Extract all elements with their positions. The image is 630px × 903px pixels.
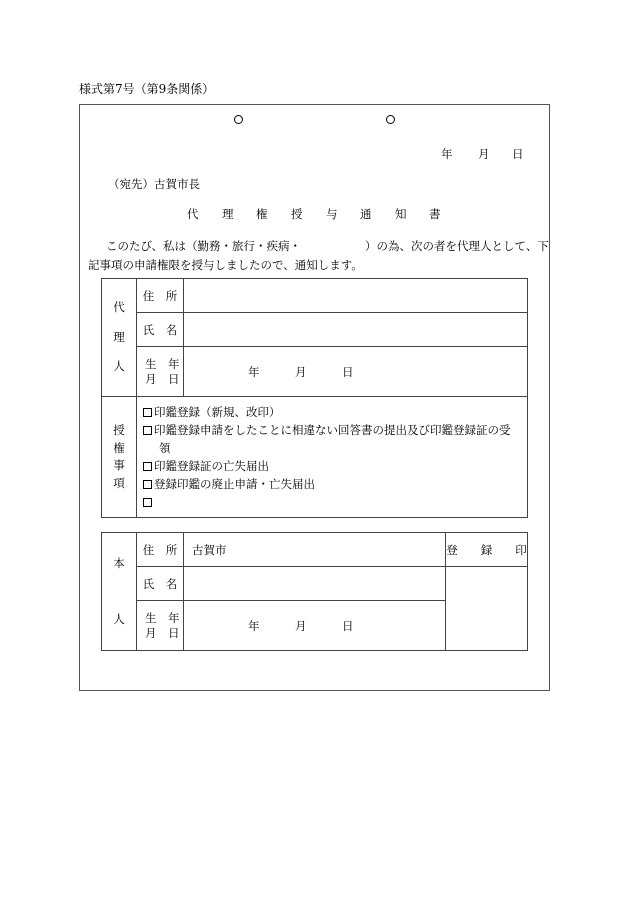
date-year-label: 年 bbox=[441, 147, 453, 161]
principal-group-label bbox=[102, 533, 137, 651]
authority-label-char: 権 bbox=[113, 440, 125, 455]
agent-name-label: 氏 名 bbox=[137, 313, 184, 347]
principal-address-label: 住 所 bbox=[137, 533, 184, 567]
agent-address-label: 住 所 bbox=[137, 279, 184, 313]
principal-birth-day: 日 bbox=[342, 619, 354, 633]
agent-birth-field[interactable] bbox=[184, 347, 528, 397]
birth-label-line: 生 年 bbox=[145, 610, 180, 625]
birth-label-line: 月 日 bbox=[145, 625, 180, 640]
agent-birth-label bbox=[137, 347, 184, 397]
punch-hole-icon bbox=[234, 115, 243, 124]
authority-item-label: 印鑑登録申請をしたことに相違ない回答書の提出及び印鑑登録証の受 bbox=[154, 423, 511, 437]
principal-birth-field[interactable] bbox=[184, 601, 446, 651]
addressee: （宛先）古賀市長 bbox=[108, 177, 200, 191]
authority-item[interactable] bbox=[143, 403, 527, 421]
agent-table bbox=[101, 278, 528, 518]
authority-item[interactable] bbox=[143, 475, 527, 493]
title-char: 書 bbox=[429, 207, 441, 221]
agent-birth-month: 月 bbox=[295, 365, 307, 379]
title-char: 知 bbox=[395, 207, 407, 221]
principal-name-label: 氏 名 bbox=[137, 567, 184, 601]
agent-group-label bbox=[102, 279, 137, 397]
authority-item[interactable] bbox=[143, 421, 527, 439]
agent-label-char: 人 bbox=[113, 359, 125, 374]
title-char: 理 bbox=[222, 207, 234, 221]
authority-label-char: 項 bbox=[113, 475, 125, 490]
checkbox[interactable] bbox=[143, 426, 152, 435]
agent-birth-year: 年 bbox=[248, 365, 260, 379]
body-line-1 bbox=[88, 237, 549, 256]
registered-seal-box[interactable] bbox=[446, 567, 528, 651]
authority-label-char: 事 bbox=[113, 458, 125, 472]
principal-birth-label bbox=[137, 601, 184, 651]
principal-label-char: 人 bbox=[113, 611, 125, 626]
principal-table bbox=[101, 532, 528, 651]
agent-name-field[interactable] bbox=[184, 313, 528, 347]
notification-body bbox=[88, 237, 549, 275]
title-char: 授 bbox=[291, 207, 303, 221]
authority-item-label: 印鑑登録証の亡失届出 bbox=[154, 459, 269, 473]
agent-label-char: 理 bbox=[113, 329, 125, 344]
date-day-label: 日 bbox=[512, 147, 524, 161]
checkbox[interactable] bbox=[143, 462, 152, 471]
birth-label-line: 生 年 bbox=[145, 356, 180, 371]
checkbox[interactable] bbox=[143, 408, 152, 417]
title-char: 通 bbox=[360, 207, 372, 221]
body-line-1-suffix: ）の為、次の者を代理人として、下 bbox=[365, 239, 549, 253]
authority-item-label: 登録印鑑の廃止申請・亡失届出 bbox=[154, 477, 315, 491]
checkbox[interactable] bbox=[143, 480, 152, 489]
authority-group-label bbox=[102, 397, 137, 518]
authority-item[interactable] bbox=[143, 457, 527, 475]
date-month-label: 月 bbox=[478, 147, 490, 161]
checkbox[interactable] bbox=[143, 498, 152, 507]
agent-address-field[interactable] bbox=[184, 279, 528, 313]
authority-item[interactable] bbox=[143, 493, 527, 511]
title-char: 権 bbox=[256, 207, 268, 221]
title-char: 与 bbox=[326, 207, 338, 221]
title-char: 代 bbox=[187, 207, 199, 221]
body-line-1-prefix: このたび、私は（勤務・旅行・疾病・ bbox=[106, 239, 302, 253]
principal-label-char: 本 bbox=[113, 556, 125, 570]
punch-hole-icon bbox=[386, 115, 395, 124]
principal-birth-month: 月 bbox=[295, 619, 307, 633]
body-line-2: 記事項の申請権限を授与しましたので、通知します。 bbox=[88, 258, 363, 272]
principal-address-field[interactable]: 古賀市 bbox=[184, 533, 446, 567]
authority-item-continuation: 領 bbox=[159, 441, 171, 455]
principal-birth-year: 年 bbox=[248, 619, 260, 633]
authority-items bbox=[137, 397, 528, 518]
authority-label-char: 授 bbox=[113, 423, 125, 437]
agent-label-char: 代 bbox=[113, 300, 125, 315]
form-number: 様式第7号（第9条関係） bbox=[79, 82, 215, 96]
birth-label-line: 月 日 bbox=[145, 371, 180, 386]
agent-birth-day: 日 bbox=[342, 365, 354, 379]
registered-seal-label: 登 録 印 bbox=[446, 533, 528, 567]
principal-name-field[interactable] bbox=[184, 567, 446, 601]
authority-item-label: 印鑑登録（新規、改印） bbox=[154, 405, 281, 419]
